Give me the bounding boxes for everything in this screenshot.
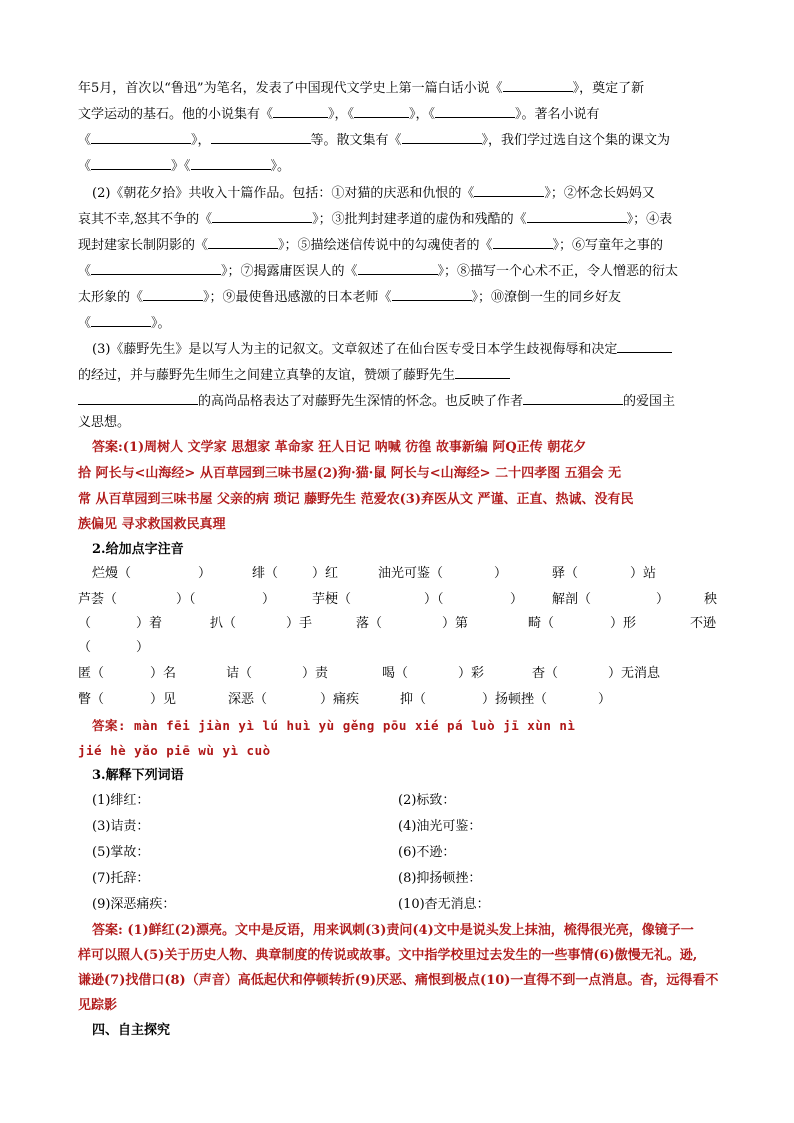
text: 畸（ xyxy=(528,616,555,631)
text: 驿（ xyxy=(552,566,579,581)
blank[interactable] xyxy=(354,104,409,118)
text: 》；⑧描写一个心术不正，令人憎恶的衍太 xyxy=(437,264,679,279)
text: （ xyxy=(78,616,92,631)
vocab-item: (4)油光可鉴： xyxy=(398,819,482,834)
q3-line4 xyxy=(78,413,718,433)
blank[interactable] xyxy=(91,130,191,144)
text: 扒（ xyxy=(210,616,237,631)
text: ） xyxy=(494,566,508,581)
q2-line1 xyxy=(92,183,718,204)
text: ）见 xyxy=(150,692,177,707)
text: 》， xyxy=(191,133,211,148)
q2-line4 xyxy=(78,261,718,282)
blank[interactable] xyxy=(358,261,438,275)
text: (3)《藤野先生》是以写人为主的记叙文。文章叙述了在仙台医专受日本学生歧视侮辱和决定 xyxy=(92,342,618,357)
text: 绯（ xyxy=(252,566,279,581)
text: 》。著名小说有 xyxy=(515,107,600,122)
text: 瞥（ xyxy=(78,692,105,707)
answer1-line2: 拾 阿长与<山海经> 从百草园到三味书屋(2)狗·猫·鼠 阿长与<山海经> 二十四孝图 五猖会 无 xyxy=(78,466,622,481)
text: 文学运动的基石。他的小说集有《 xyxy=(78,107,274,122)
vocab-item: (7)托辞： xyxy=(92,871,150,886)
text: 《 xyxy=(78,316,92,331)
text: ）彩 xyxy=(458,666,485,681)
blank[interactable] xyxy=(503,78,573,92)
blank[interactable] xyxy=(212,209,312,223)
text: 《 xyxy=(78,264,92,279)
q2-line2 xyxy=(78,209,718,230)
q1-line3 xyxy=(78,130,718,151)
vocab-item: (2)标致： xyxy=(398,793,456,808)
text: ）手 xyxy=(286,616,313,631)
text: 》，我们学过选自这个集的课文为 xyxy=(481,133,671,148)
text: 诘（ xyxy=(226,666,253,681)
blank[interactable] xyxy=(392,287,472,301)
section3-answer-line2: 样可以照人(5)关于历史人物、典章制度的传说或故事。文中指学校里过去发生的一些事情(6)傲慢无礼。逊, xyxy=(78,948,698,963)
blank[interactable] xyxy=(211,130,311,144)
text: ）着 xyxy=(136,616,163,631)
section2-answer-line1: 答案: màn fēi jiàn yì lú huì yù gěng pōu xié pá luò jī xùn nì xyxy=(92,718,576,733)
text: 》，《 xyxy=(328,107,355,122)
answer1-line1: 答案:(1)周树人 文学家 思想家 革命家 狂人日记 呐喊 彷徨 故事新编 阿Q正传 朝花夕 xyxy=(92,440,587,455)
text: 》。 xyxy=(151,316,171,331)
text: ） xyxy=(262,592,276,607)
text: ）名 xyxy=(150,666,177,681)
text: 秧 xyxy=(704,592,718,607)
text: 》；⑥写童年之事的 xyxy=(552,238,664,253)
section3-answer-line3: 谦逊(7)找借口(8)（声音）高低起伏和停顿转折(9)厌恶、痛恨到极点(10)一直得不到一点消息。杳，远得看不 xyxy=(78,973,719,988)
text: 不逊 xyxy=(690,616,717,631)
text: ）形 xyxy=(610,616,637,631)
text: 年5月，首次以“鲁迅”为笔名，发表了中国现代文学史上第一篇白话小说《 xyxy=(78,81,503,96)
vocab-item: (8)抑扬顿挫： xyxy=(398,871,482,886)
text: 的经过，并与藤野先生师生之间建立真挚的友谊，赞颂了藤野先生 xyxy=(78,368,456,383)
text: 哀其不幸,怒其不争的《 xyxy=(78,212,213,227)
blank[interactable] xyxy=(474,183,544,197)
blank[interactable] xyxy=(191,156,271,170)
text: 油光可鉴（ xyxy=(378,566,444,581)
text: 太形象的《 xyxy=(78,290,144,305)
text: 落（ xyxy=(356,616,383,631)
answer1-line3: 常 从百草园到三味书屋 父亲的病 琐记 藤野先生 范爱农(3)弃医从文 严谨、正直、热诚、没有民 xyxy=(78,492,634,507)
blank[interactable] xyxy=(617,339,672,353)
text: 等。散文集有《 xyxy=(310,133,402,148)
text: ）扬顿挫（ xyxy=(482,692,548,707)
text: 》。 xyxy=(270,159,291,174)
text: 芦荟（ xyxy=(78,592,118,607)
text: 的高尚品格表达了对藤野先生深情的怀念。也反映了作者 xyxy=(198,394,524,409)
text: ） xyxy=(136,640,150,655)
text: ）红 xyxy=(312,566,339,581)
q1-line1 xyxy=(78,78,718,99)
text: 》；⑨最使鲁迅感激的日本老师《 xyxy=(203,290,392,305)
text: 芋梗（ xyxy=(312,592,352,607)
text: ）（ xyxy=(176,592,196,607)
text: 》；⑩潦倒一生的同乡好友 xyxy=(471,290,622,305)
text: ） xyxy=(656,592,670,607)
q1-line2 xyxy=(78,104,718,125)
vocab-item: (6)不逊： xyxy=(398,845,456,860)
blank[interactable] xyxy=(455,365,510,379)
q3-line3 xyxy=(78,391,718,412)
answer1-line4: 族偏见 寻求救国救民真理 xyxy=(78,517,226,532)
blank[interactable] xyxy=(91,313,151,327)
text: 》；④表 xyxy=(626,212,673,227)
text: （ xyxy=(78,640,92,655)
q3-line1 xyxy=(92,339,718,360)
text: 》；⑤描绘迷信传说中的勾魂使者的《 xyxy=(278,238,493,253)
text: 深恶（ xyxy=(228,692,268,707)
blank[interactable] xyxy=(402,130,482,144)
section3-title: 3.解释下列词语 xyxy=(92,768,184,783)
vocab-item: (9)深恶痛疾： xyxy=(92,897,176,912)
text: 》；②怀念长妈妈又 xyxy=(544,186,655,201)
section2-answer-line2: jié hè yǎo piē wù yì cuò xyxy=(78,743,271,758)
vocab-item: (1)绯红： xyxy=(92,793,150,808)
text: ）（ xyxy=(424,592,444,607)
blank[interactable] xyxy=(91,261,221,275)
text: 》；⑦揭露庸医误人的《 xyxy=(221,264,358,279)
text: 》；③批判封建孝道的虚伪和残酷的《 xyxy=(312,212,527,227)
text: 烂熳（ xyxy=(92,566,132,581)
blank[interactable] xyxy=(273,104,328,118)
section3-answer-line1: 答案: (1)鲜红(2)漂亮。文中是反语，用来讽刺(3)责问(4)文中是说头发上抹油，梳得很光亮，像镜子一 xyxy=(92,923,694,938)
text: ） xyxy=(598,692,612,707)
vocab-item: (10)杳无消息： xyxy=(398,897,490,912)
text: 《 xyxy=(78,133,92,148)
blank[interactable] xyxy=(527,209,627,223)
blank[interactable] xyxy=(208,235,278,249)
q1-line4 xyxy=(78,156,718,177)
text: 》，《 xyxy=(409,107,436,122)
blank[interactable] xyxy=(143,287,203,301)
text: 》《 xyxy=(171,159,191,174)
vocab-item: (5)掌故： xyxy=(92,845,150,860)
q2-line6 xyxy=(78,313,718,334)
blank[interactable] xyxy=(435,104,515,118)
text: 》，奠定了新 xyxy=(572,81,645,96)
text: 的爱国主 xyxy=(623,394,676,409)
text: ）痛疾 xyxy=(320,692,360,707)
text: 匿（ xyxy=(78,666,105,681)
text: 喝（ xyxy=(382,666,409,681)
section3-answer-line4: 见踪影 xyxy=(78,998,118,1013)
text: 现封建家长制阴影的《 xyxy=(78,238,209,253)
text: ） xyxy=(510,592,524,607)
q2-line5 xyxy=(78,287,718,308)
text: ）责 xyxy=(302,666,329,681)
text: ）站 xyxy=(630,566,657,581)
q3-line2 xyxy=(78,365,718,386)
text: ） xyxy=(198,566,212,581)
text: 《 xyxy=(78,159,92,174)
q2-line3 xyxy=(78,235,718,256)
text: 杳（ xyxy=(532,666,559,681)
text: 解剖（ xyxy=(552,592,592,607)
blank[interactable] xyxy=(78,391,198,405)
text: ）无消息 xyxy=(608,666,661,681)
blank[interactable] xyxy=(493,235,553,249)
text: 义思想。 xyxy=(78,415,131,430)
text: 抑（ xyxy=(400,692,427,707)
text: ）第 xyxy=(442,616,469,631)
blank[interactable] xyxy=(91,156,171,170)
blank[interactable] xyxy=(523,391,623,405)
vocab-item: (3)诘责： xyxy=(92,819,150,834)
text: (2)《朝花夕拾》共收入十篇作品。包括：①对猫的庆恶和仇恨的《 xyxy=(92,186,475,201)
section4-title: 四、自主探究 xyxy=(92,1023,171,1038)
section2-title: 2.给加点字注音 xyxy=(92,542,184,557)
